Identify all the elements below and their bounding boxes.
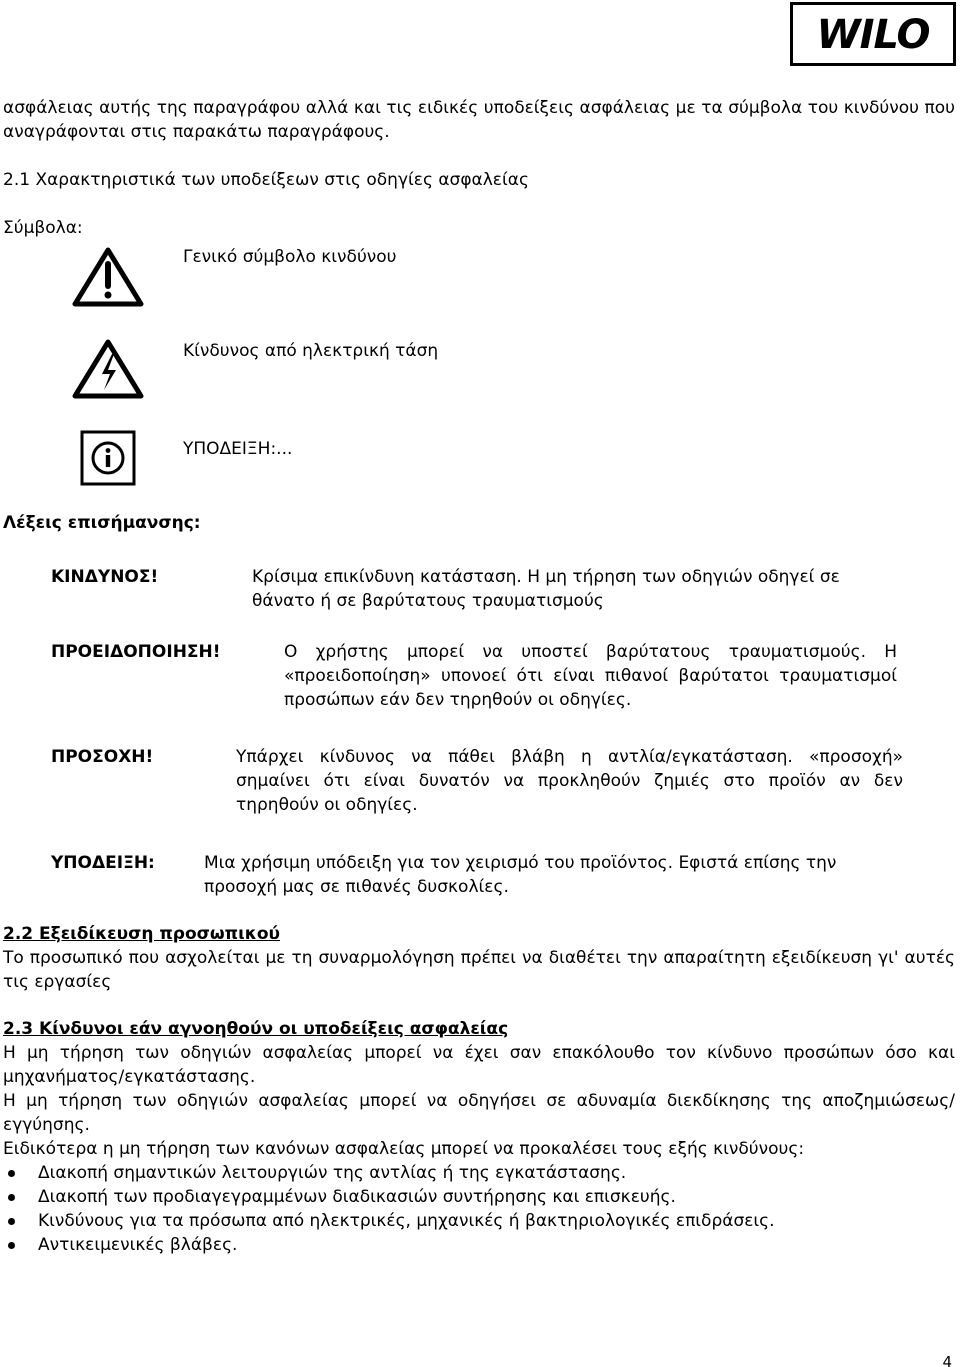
signal-word-note: ΥΠΟΔΕΙΞΗ: bbox=[51, 853, 155, 873]
signal-words-label: Λέξεις επισήμανσης: bbox=[3, 513, 201, 533]
signal-text-danger: Κρίσιμα επικίνδυνη κατάσταση. Η μη τήρηση των οδηγιών οδηγεί σε θάνατο ή σε βαρύτατους τραυματισμούς bbox=[252, 567, 840, 611]
intro-paragraph: ασφάλειας αυτής της παραγράφου αλλά και τις ειδικές υποδείξεις ασφάλειας με τα σύμβολα του κινδύνου που αναγράφονται στις παρακάτω παραγράφους. bbox=[3, 98, 955, 142]
info-icon bbox=[80, 430, 136, 486]
symbol-label-electric-hazard: Κίνδυνος από ηλεκτρική τάση bbox=[183, 341, 439, 361]
list-item: Κινδύνους για τα πρόσωπα από ηλεκτρικές, μηχανικές ή βακτηριολογικές επιδράσεις. bbox=[3, 1209, 955, 1233]
signal-text-note: Μια χρήσιμη υπόδειξη για τον χειρισμό του προϊόντος. Εφιστά επίσης την προσοχή μας σε πιθανές δυσκολίες. bbox=[204, 853, 837, 897]
section-2-3-title: 2.3 Κίνδυνοι εάν αγνοηθούν οι υποδείξεις ασφαλείας bbox=[3, 1019, 509, 1039]
section-2-3-paragraph-3: Ειδικότερα η μη τήρηση των κανόνων ασφαλείας μπορεί να προκαλέσει τους εξής κινδύνους: bbox=[3, 1139, 805, 1159]
signal-text-warning: Ο χρήστης μπορεί να υποστεί βαρύτατους τραυματισμούς. Η «προειδοποίηση» υπονοεί ότι είναι πιθανοί βαρύτατοι τραυματισμοί προσώπων εάν δεν τηρηθούν οι οδηγίες. bbox=[284, 642, 897, 710]
symbols-label: Σύμβολα: bbox=[3, 218, 83, 238]
warning-triangle-icon bbox=[72, 246, 144, 308]
list-item: Διακοπή των προδιαγεγραμμένων διαδικασιών συντήρησης και επισκευής. bbox=[3, 1185, 955, 1209]
section-2-3-body bbox=[3, 1041, 955, 1257]
signal-word-danger: ΚΙΝΔΥΝΟΣ! bbox=[51, 567, 159, 587]
list-item: Αντικειμενικές βλάβες. bbox=[3, 1233, 955, 1257]
section-2-3-paragraph-1: Η μη τήρηση των οδηγιών ασφαλείας μπορεί να έχει σαν επακόλουθο τον κίνδυνο προσώπων όσο και μηχανήματος/εγκατάστασης. bbox=[3, 1043, 955, 1087]
signal-text-caution: Υπάρχει κίνδυνος να πάθει βλάβη η αντλία/εγκατάσταση. «προσοχή» σημαίνει ότι είναι δυνατόν να προκληθούν ζημιές στο προϊόν αν δεν τηρηθούν οι οδηγίες. bbox=[236, 747, 903, 815]
signal-word-warning: ΠΡΟΕΙΔΟΠΟΙΗΣΗ! bbox=[51, 642, 221, 662]
symbol-label-general-hazard: Γενικό σύμβολο κινδύνου bbox=[183, 247, 397, 267]
logo-text: WILO bbox=[816, 12, 930, 56]
section-2-2-text: Το προσωπικό που ασχολείται με τη συναρμολόγηση πρέπει να διαθέτει την απαραίτητη εξειδίκευση γι' αυτές τις εργασίες bbox=[3, 948, 955, 992]
hazard-list bbox=[3, 1161, 955, 1257]
wilo-logo-mark bbox=[803, 12, 943, 56]
signal-word-caution: ΠΡΟΣΟΧΗ! bbox=[51, 747, 154, 767]
section-2-3-paragraph-2: Η μη τήρηση των οδηγιών ασφαλείας μπορεί να οδηγήσει σε αδυναμία διεκδίκησης της αποζημιώσεως/εγγύησης. bbox=[3, 1091, 955, 1135]
list-item: Διακοπή σημαντικών λειτουργιών της αντλίας ή της εγκατάστασης. bbox=[3, 1161, 955, 1185]
symbol-label-note: ΥΠΟΔΕΙΞΗ:... bbox=[183, 439, 293, 459]
wilo-logo bbox=[790, 2, 956, 66]
electric-hazard-icon bbox=[72, 338, 144, 400]
section-2-2-title: 2.2 Εξειδίκευση προσωπικού bbox=[3, 924, 280, 944]
page-number: 4 bbox=[942, 1353, 952, 1367]
section-2-1-title: 2.1 Χαρακτηριστικά των υποδείξεων στις οδηγίες ασφαλείας bbox=[3, 170, 529, 190]
